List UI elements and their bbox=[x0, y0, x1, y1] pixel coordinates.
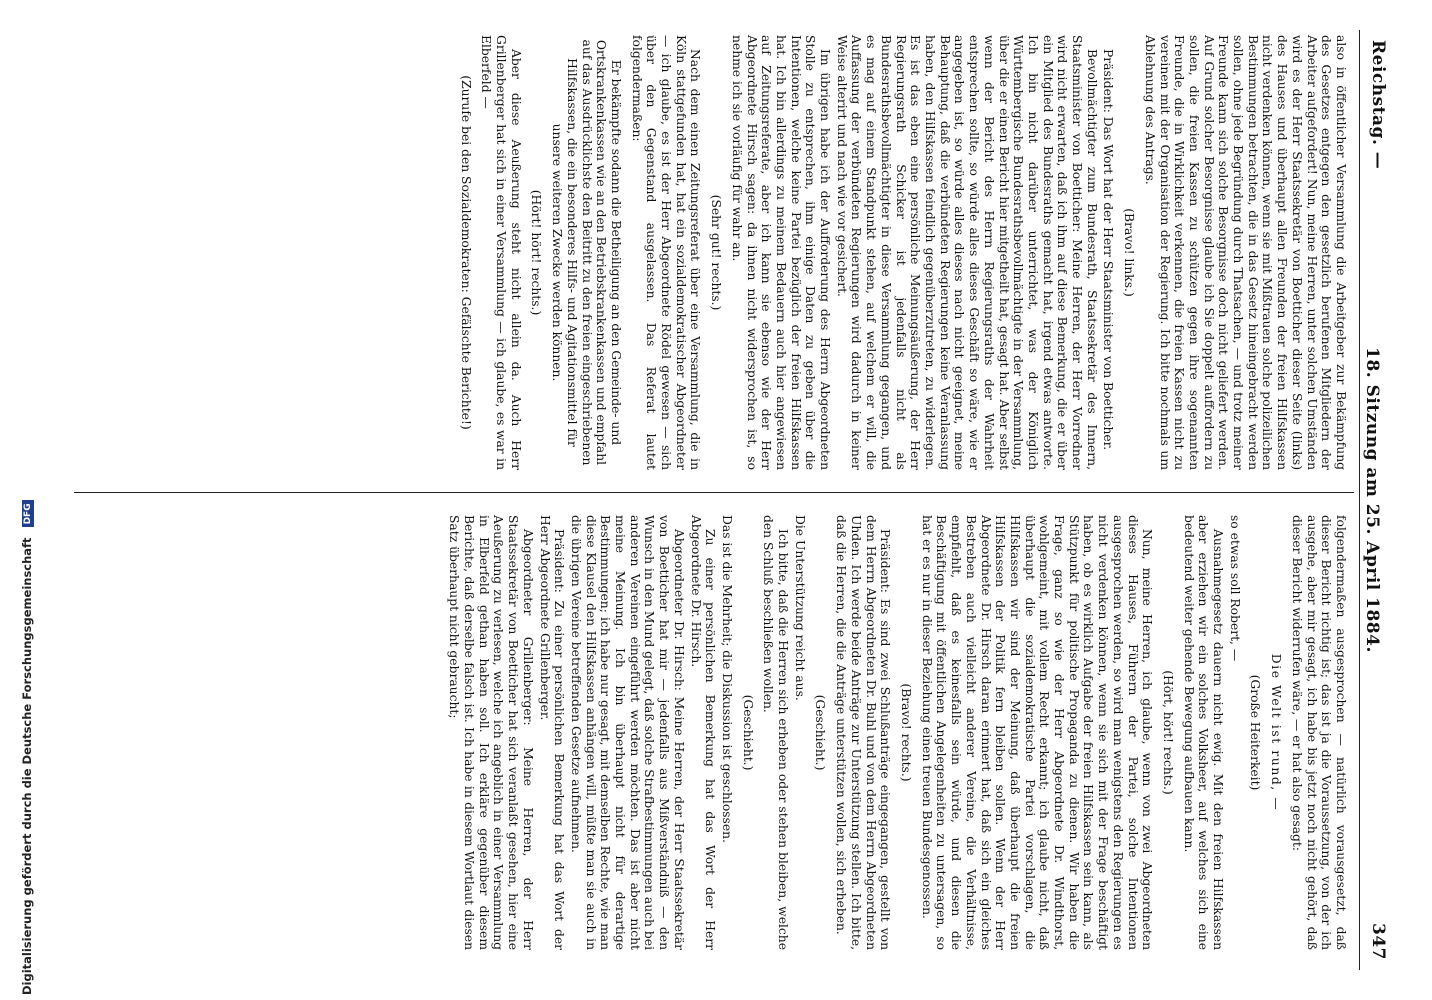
column-divider bbox=[74, 492, 1354, 493]
paragraph: (Bravo! links.) bbox=[1122, 208, 1137, 297]
paragraph: Im übrigen habe ich der Aufforderung des Herrn Abgeordneten Stolle zu entsprechen, ihm einige Daten zu geben über die Intentionen, welche keine Partei bezüglich der freien Hilfskassen hat. Ich bin allerdings zu meinem Bedauern auch hier angewiesen auf Zeitungsreferate, aber ich kann sie ebenso wie der Herr Abgeordnete Hirsch sagen: da ihnen nicht widersprochen ist, so nehme ich sie vorläufig für wahr an. bbox=[729, 35, 833, 470]
paragraph: (Große Heiterkeit) bbox=[1248, 674, 1263, 791]
paragraph: so etwas soll Robert, — bbox=[1227, 515, 1242, 662]
paragraph: also in öffentlicher Versammlung die Arbeitgeber zur Bekämpfung des Gesetzes entgegen den gesetzlich berufenen Mitgliedern der Arbeiter aufgefordert! Nun, meine Herren, unter solchen Umständen wird es der Herr Staatssekretär von Boetticher dieser Seite (links) des Hauses und überhaupt allen Freunden der freien Hilfskassen nicht verdenken können, wenn sie mit Mißtrauen solche polizeilichen Bestimmungen betrachten, die in das Gesetz hineingebracht werden sollen, ohne jede Begründung durch Thatsachen, — und trotz meiner Freunde kann sich solche Besorgnisse doch nicht geliefert werden. Auf Grund solcher Besorgnisse glaube ich Sie doppelt auffordern zu sollen, die freien Kassen zu schützen gegen ihre sogenannten Freunde, die in Wirklichkeit verkennen, die freien Kassen nicht zu vereinen mit der Organisation der Regierung. Ich bitte nochmals um Ablehnung des Antrags. bbox=[1142, 35, 1348, 470]
dfg-logo: DFG bbox=[22, 500, 34, 527]
paragraph: (Sehr gut! rechts.) bbox=[709, 194, 724, 311]
page-number: 347 bbox=[1368, 923, 1388, 960]
text-column-left bbox=[452, 35, 1348, 470]
footer-strip bbox=[0, 0, 34, 1000]
paragraph: Zu einer persönlichen Bemerkung hat das Wort der Herr Abgeordnete Dr. Hirsch. bbox=[688, 515, 718, 950]
paragraph: Präsident: Das Wort hat der Herr Staatsminister von Boetticher. bbox=[1101, 49, 1116, 451]
paragraph: folgendermaßen ausgesprochen — natürlich vorausgesetzt, daß dieser Bericht richtig ist; das ist ja die Voraussetzung, von der ich ausgehe, aber mir gesagt, ich habe bis jetzt noch nicht gehört, daß dieser Bericht widerrufen wäre, — er hat also gesagt: bbox=[1289, 515, 1348, 950]
paragraph: Ich bitte, daß die Herren sich erheben oder stehen bleiben, welche den Schluß beschließen wollen. bbox=[761, 515, 791, 950]
paragraph: Das ist die Mehrheit; die Diskussion ist geschlossen. bbox=[719, 515, 734, 843]
paragraph: Präsident: Es sind zwei Schlußanträge eingegangen, gestellt von dem Herrn Abgeordneten Dr. Buhl und von dem Herrn Abgeordneten Uhden. Ich werde beide Anträge zur Unterstützung stellen. Ich bitte, daß die Herren, die die Anträge unterstützen wollen, sich erheben. bbox=[834, 515, 893, 950]
paragraph: Die Welt ist rund, — bbox=[1269, 653, 1284, 812]
paragraph: Nach dem einen Zeitungsreferat über eine Versammlung, die in Köln stattgefunden hat, hat ein sozialdemokratischer Abgeordneter — ich glaube, es ist der Herr Abgeordnete Rödel gewesen — sich über den Gegenstand ausgelassen. Das Referat lautet folgendermaßen: bbox=[629, 35, 703, 470]
paragraph: Ausnahmegesetz dauern nicht ewig. Mit den freien Hilfskassen aber erziehen wir ein solches Volksheer, auf welches sich eine bedeutend weiter gehende Bewegung aufbauen kann. bbox=[1181, 515, 1226, 950]
funding-credit bbox=[20, 500, 34, 995]
header-left: Reichstag. — bbox=[1368, 40, 1388, 170]
paragraph: (Zurufe bei den Sozialdemokraten: Gefälschte Berichte!) bbox=[458, 75, 473, 430]
paragraph: Er bekämpfte sodann die Betheiligung an den Gemeinde- und Ortskrankenkassen wie an den Betriebskrankenkassen und empfahl auf das Ausdrücklichste den Beitritt zu den freien eingeschriebenen Hilfskassen, die ein besonderes Hilfs- und Agitationsmittel für unsere weiteren Zwecke werden können. bbox=[550, 39, 623, 466]
paragraph: (Hört, hört! rechts.) bbox=[1160, 670, 1175, 795]
running-header bbox=[1360, 40, 1388, 960]
header-rule bbox=[1359, 30, 1360, 970]
paragraph: (Hört! hört! rechts.) bbox=[529, 189, 544, 316]
document-page bbox=[20, 0, 1400, 1000]
paragraph: (Bravo! rechts.) bbox=[899, 683, 914, 782]
paragraph: Die Unterstützung reicht aus. bbox=[792, 515, 807, 701]
header-title: 18. Sitzung am 25. April 1884. bbox=[1362, 347, 1382, 653]
paragraph: Nun, meine Herren, ich glaube, wenn von zwei Abgeordneten dieses Hauses, Führern der Partei, solche Intentionen ausgesprochen werden, so wird man wenigstens den Regierungen es nicht verdenken können, wenn sie sich mit der Frage beschäftigt haben, ob es wirklich Aufgabe der freien Hilfskassen sein kann, als Stützpunkt für politische Propaganda zu dienen. Wir haben die Frage, ganz so wie der Herr Abgeordnete Dr. Windthorst, wohlgemeint, mit vollem Recht erkannt; ich glaube nicht, daß überhaupt die sozialdemokratische Partei vorschlagen, die Hilfskassen wir sind der Meinung, daß überhaupt die freien Hilfskassen der Politik fern bleiben sollen. Wenn der Herr Abgeordnete Dr. Hirsch daran erinnert hat, daß sich ein gleiches Bestreben auch vielleicht anderer Vereine, die Verhältnisse, empfiehlt, daß es keinesfalls sein würde, und diesen die Beschäftigung mit öffentlichen Angelegenheiten zu untersagen, so hat er es nur in dieser Beziehung einen treuen Bundesgenossen. bbox=[919, 515, 1155, 950]
paragraph: (Geschieht.) bbox=[740, 694, 755, 771]
paragraph: Bevollmächtigter zum Bundesrath, Staatssekretär des Innern, Staatsminister von Boetticher: Meine Herren, der Herr Vorredner wird nicht erwarten, daß ich ihm auf diese Bemerkung, die er über ein Mitglied des Bundesraths gemacht hat, irgend etwas antworte. Ich bin nicht darüber unterrichtet, was der Königlich Württembergische Bundesrathsbevollmächtigte in der Versammlung, über die er einen Bericht hier mitgetheilt hat, gesagt hat. Aber selbst wenn der Bericht des Herrn Regierungsraths der Wahrheit entsprechen sollte, so würde alles dieses Geschäft so wäre, wie er angegeben ist, so würde alles dieses nach nicht geeignet, meine Behauptung, daß die verbündeten Regierungen keine Veranlassung haben, den Hilfskassen feindlich gegenüberzutreten, zu widerlegen. Es ist das eben eine persönliche Meinungsäußerung, der Herr Regierungsrath Schicker ist jedenfalls nicht als Bundesrathsbevollmächtigter in diese Versammlung gegangen, und es mag auf einem Standpunkt stehen, auf welchem er will, die Auffassung der verbündeten Regierungen wird dadurch in keiner Weise alterirt und nach wie vor gesichert. bbox=[834, 35, 1099, 470]
paragraph: Aber diese Aeußerung steht nicht allein da. Auch Herr Grillenberger hat sich in einer Versammlung — ich glaube, es war in Elberfeld — bbox=[479, 35, 523, 470]
paragraph: Präsident: Zu einer persönlichen Bemerkung hat das Wort der Herr Abgeordnete Grillenberger. bbox=[537, 515, 567, 950]
paragraph: Abgeordneter Grillenberger: Meine Herren, der Herr Staatssekretär von Boetticher hat sich veranlaßt gesehen, hier eine Aeußerung zu verlesen, welche ich angeblich in einer Versammlung in Elberfeld gethan haben soll. Ich erkläre gegenüber diesem Berichte, daß derselbe falsch ist. Ich habe in diesem Wortlaut diesen Satz überhaupt nicht gebraucht; bbox=[447, 515, 535, 950]
paragraph: (Geschieht.) bbox=[813, 694, 828, 771]
text-column-right bbox=[445, 515, 1348, 950]
funding-credit-text: Digitalisierung gefördert durch die Deutsche Forschungsgemeinschaft bbox=[20, 537, 34, 995]
paragraph: Abgeordneter Dr. Hirsch: Meine Herren, der Herr Staatssekretär von Boetticher hat mir — jedenfalls aus Mißverständniß — den Wunsch in den Mund gelegt, daß solche Strafbestimmungen auch bei anderen Vereinen eingeführt werden möchten. Das ist aber nicht meine Meinung. Ich bin überhaupt nicht für derartige Bestimmungen; ich habe nur gesagt, mit demselben Rechte, wie man diese Klausel den Hilfskassen anhängen will, müßte man sie auch in die übrigen Vereine betreffenden Gesetze aufnehmen. bbox=[568, 515, 686, 950]
